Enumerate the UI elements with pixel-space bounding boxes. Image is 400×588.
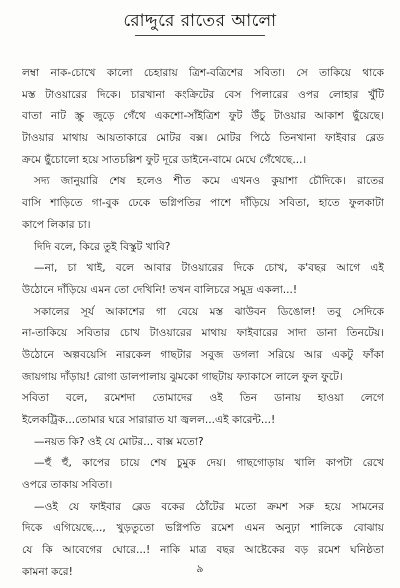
text-line: কাপে লিকার চা।: [22, 218, 91, 231]
chapter-title: রোদ্দুরে রাতের আলো: [123, 11, 277, 31]
text-line: লম্বা নাক-চোখে কালো চেহারায় ত্রিশ-বত্রিশের সবিতা। সে তাকিয়ে থাকে: [22, 67, 384, 79]
text-line: —না, চা খাই, বলে আবার টাওয়ারের দিকে চোখ, ক'বছর আগে এই: [34, 262, 384, 275]
text-line: বাতা নাট স্ক্রু জুড়ে গেঁথে একশো-সাঁইত্রিশ ফুট উঁচু টাওয়ার আকাশ ছুঁয়েছে।: [22, 110, 384, 123]
text-line: —নয়ত কি? ওই যে মোটর... বাক্স মতো?: [34, 435, 204, 448]
text-line: —হুঁ হুঁ, কাপের চায়ে শেষ চুমুক দেয়। গাছগোড়ায় খালি কাপটা রেখে: [34, 457, 384, 470]
text-line: —ওই যে ফাইবার ব্লেড বকের ঠোঁটের মতো ক্রমশ সরু হয়ে সামনের: [34, 500, 384, 513]
text-line: উঠোনে অল্পবয়েসি নারকেল গাছটার সবুজ ডগলা সরিয়ে আর একটু ফাঁকা: [22, 348, 384, 361]
text-line: ক্রমে ছুঁচোলো হয়ে সাতচল্লিশ ফুট দূরে ডাইনে-বামে মেঘে গেঁথেছে...।: [22, 153, 307, 166]
text-line: সদ্য জানুয়ারি শেষ হলেও শীত কমে এখনও কুয়াশা চৌদিকে। রাতের: [34, 175, 384, 188]
title-underline: [135, 35, 265, 36]
text-line: সবিতা বলে, রমেশদা তোমাদের ওই তিন ডানায় হাওয়া লেগে: [22, 392, 384, 405]
text-line: কামনা করে!: [22, 565, 73, 578]
text-line: যে কি আবেগের ঘোরে...! নাকি মাত্র বছর আষ্টেকের বড় রমেশ ঘনিষ্ঠতা: [22, 544, 384, 557]
text-line: না-তাকিয়ে সবিতার চোখ টাওয়ারের মাথায় ফাইবারের সাদা ডানা তিনটেয়।: [22, 327, 384, 340]
page-number: ৯: [196, 562, 204, 575]
text-line: ইলেকট্রিক...তোমার ঘরে সারারাত যা জ্বলল...এই কারেন্ট...!: [22, 414, 276, 426]
text-line: দিদি বলে, কিরে তুই বিস্কুট খাবি?: [34, 240, 171, 253]
text-line: বাসি শাড়িতে গা-বুক ঢেকে ভগ্নিপতির পাশে দাঁড়িয়ে সবিতা, হাতে ফুলকাটা: [22, 197, 384, 210]
text-line: জায়গায় দাঁড়ায়! রোগা ডালপালায় ঝুমকো গাছটায় ফ্যাকাসে লালে ফুল ফুটে।: [22, 370, 343, 383]
text-line: মস্ত টাওয়ারের দিকে। চারখানা কংক্রিটের বেস পিলারের ওপর লোহার খুঁটি: [22, 88, 384, 101]
text-line: ওপরে তাকায় সবিতা।: [22, 479, 113, 492]
text-line: টাওয়ার মাথায় আয়তাকারে মোটর বক্স। মোটর পিঠে তিনখানা ফাইবার ব্লেড: [22, 132, 384, 145]
text-line: সকালের সূর্য আকাশের গা বেয়ে মস্ত ঝাউবন ডিঙোল! তবু সেদিকে: [34, 305, 384, 318]
text-line: উঠোনে দাঁড়িয়ে এমন তো দেখিনি! তখন বালিচরে সমুদ্র একলা...!: [22, 283, 298, 296]
text-line: দিকে এগিয়েছে..., খুড়তুতো ভগ্নিপতি রমেশ এমন অনুঢ়া শালিকে বোঝায়: [22, 522, 384, 535]
story-text: [22, 63, 384, 584]
